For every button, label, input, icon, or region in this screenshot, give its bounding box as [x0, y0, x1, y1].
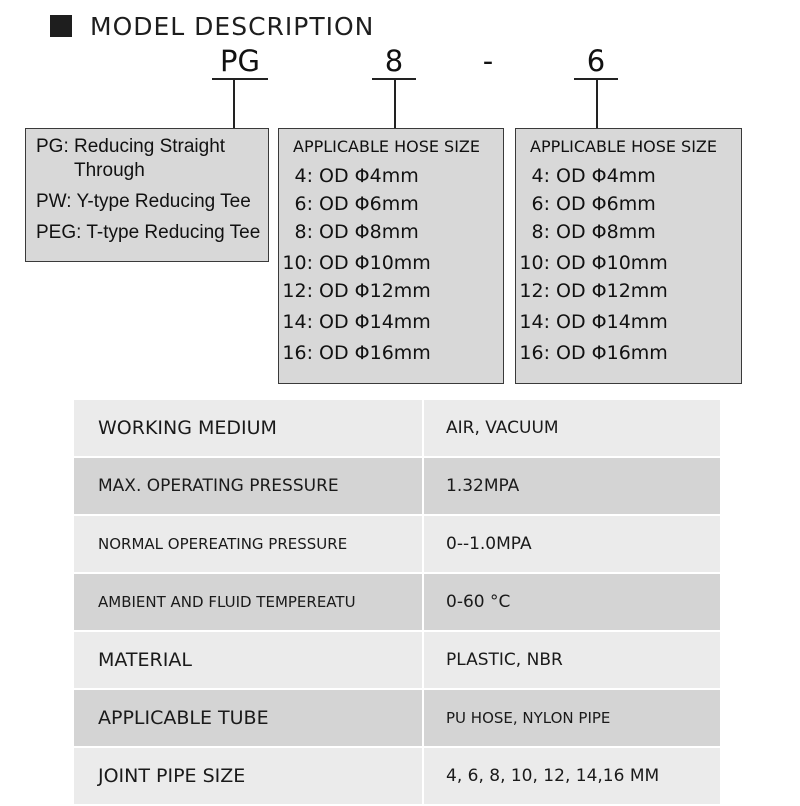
- hose-size-row: 14: OD Φ14mm: [282, 311, 431, 333]
- square-bullet-icon: [50, 15, 72, 37]
- spec-label: JOINT PIPE SIZE: [74, 747, 423, 805]
- hose-size-row: 6: OD Φ6mm: [531, 193, 656, 215]
- spec-label: AMBIENT AND FLUID TEMPEREATU: [74, 573, 423, 631]
- spec-label: WORKING MEDIUM: [74, 399, 423, 457]
- table-row: [74, 573, 720, 631]
- model-code-series-underline: [212, 78, 268, 80]
- spec-value: 4, 6, 8, 10, 12, 14,16 MM: [423, 747, 720, 805]
- hose-size-row: 10: OD Φ10mm: [282, 252, 431, 274]
- hose2-connector-line: [596, 80, 598, 128]
- spec-value: 1.32MPA: [423, 457, 720, 515]
- hose-size-row: 16: OD Φ16mm: [519, 342, 668, 364]
- series-type-box: [25, 128, 269, 262]
- hose-size-row: 12: OD Φ12mm: [282, 280, 431, 302]
- hose-size-row: 8: OD Φ8mm: [531, 221, 656, 243]
- series-connector-line: [233, 80, 235, 128]
- hose-size-box-1: [278, 128, 504, 384]
- hose-size-row: 4: OD Φ4mm: [531, 165, 656, 187]
- hose-size-box-2: [515, 128, 742, 384]
- spec-value: 0--1.0MPA: [423, 515, 720, 573]
- spec-table: [74, 398, 720, 806]
- hose-size-row: 16: OD Φ16mm: [282, 342, 431, 364]
- series-item-pw: PW: Y-type Reducing Tee: [36, 191, 251, 212]
- spec-label: APPLICABLE TUBE: [74, 689, 423, 747]
- hose-size-title: APPLICABLE HOSE SIZE: [293, 137, 480, 156]
- table-row: [74, 457, 720, 515]
- spec-value: PLASTIC, NBR: [423, 631, 720, 689]
- table-row: [74, 689, 720, 747]
- spec-label: NORMAL OPEREATING PRESSURE: [74, 515, 423, 573]
- model-code-series: PG: [220, 44, 260, 78]
- spec-label: MAX. OPERATING PRESSURE: [74, 457, 423, 515]
- hose1-connector-line: [394, 80, 396, 128]
- hose-size-title: APPLICABLE HOSE SIZE: [530, 137, 717, 156]
- table-row: [74, 399, 720, 457]
- hose-size-row: 12: OD Φ12mm: [519, 280, 668, 302]
- spec-value: 0-60 °C: [423, 573, 720, 631]
- spec-value: AIR, VACUUM: [423, 399, 720, 457]
- hose-size-row: 14: OD Φ14mm: [519, 311, 668, 333]
- model-code-hose1: 8: [384, 44, 404, 78]
- table-row: [74, 515, 720, 573]
- model-code-hose2: 6: [586, 44, 606, 78]
- hose-size-row: 10: OD Φ10mm: [519, 252, 668, 274]
- spec-label: MATERIAL: [74, 631, 423, 689]
- hose-size-row: 8: OD Φ8mm: [294, 221, 419, 243]
- table-row: [74, 631, 720, 689]
- hose-size-row: 6: OD Φ6mm: [294, 193, 419, 215]
- page-title: MODEL DESCRIPTION: [90, 11, 375, 41]
- hose-size-row: 4: OD Φ4mm: [294, 165, 419, 187]
- series-item-pg: PG: Reducing Straight Through: [36, 136, 226, 181]
- model-code-dash: -: [482, 44, 494, 78]
- spec-value: PU HOSE, NYLON PIPE: [423, 689, 720, 747]
- section-header: [50, 8, 374, 44]
- series-item-peg: PEG: T-type Reducing Tee: [36, 222, 261, 243]
- table-row: [74, 747, 720, 805]
